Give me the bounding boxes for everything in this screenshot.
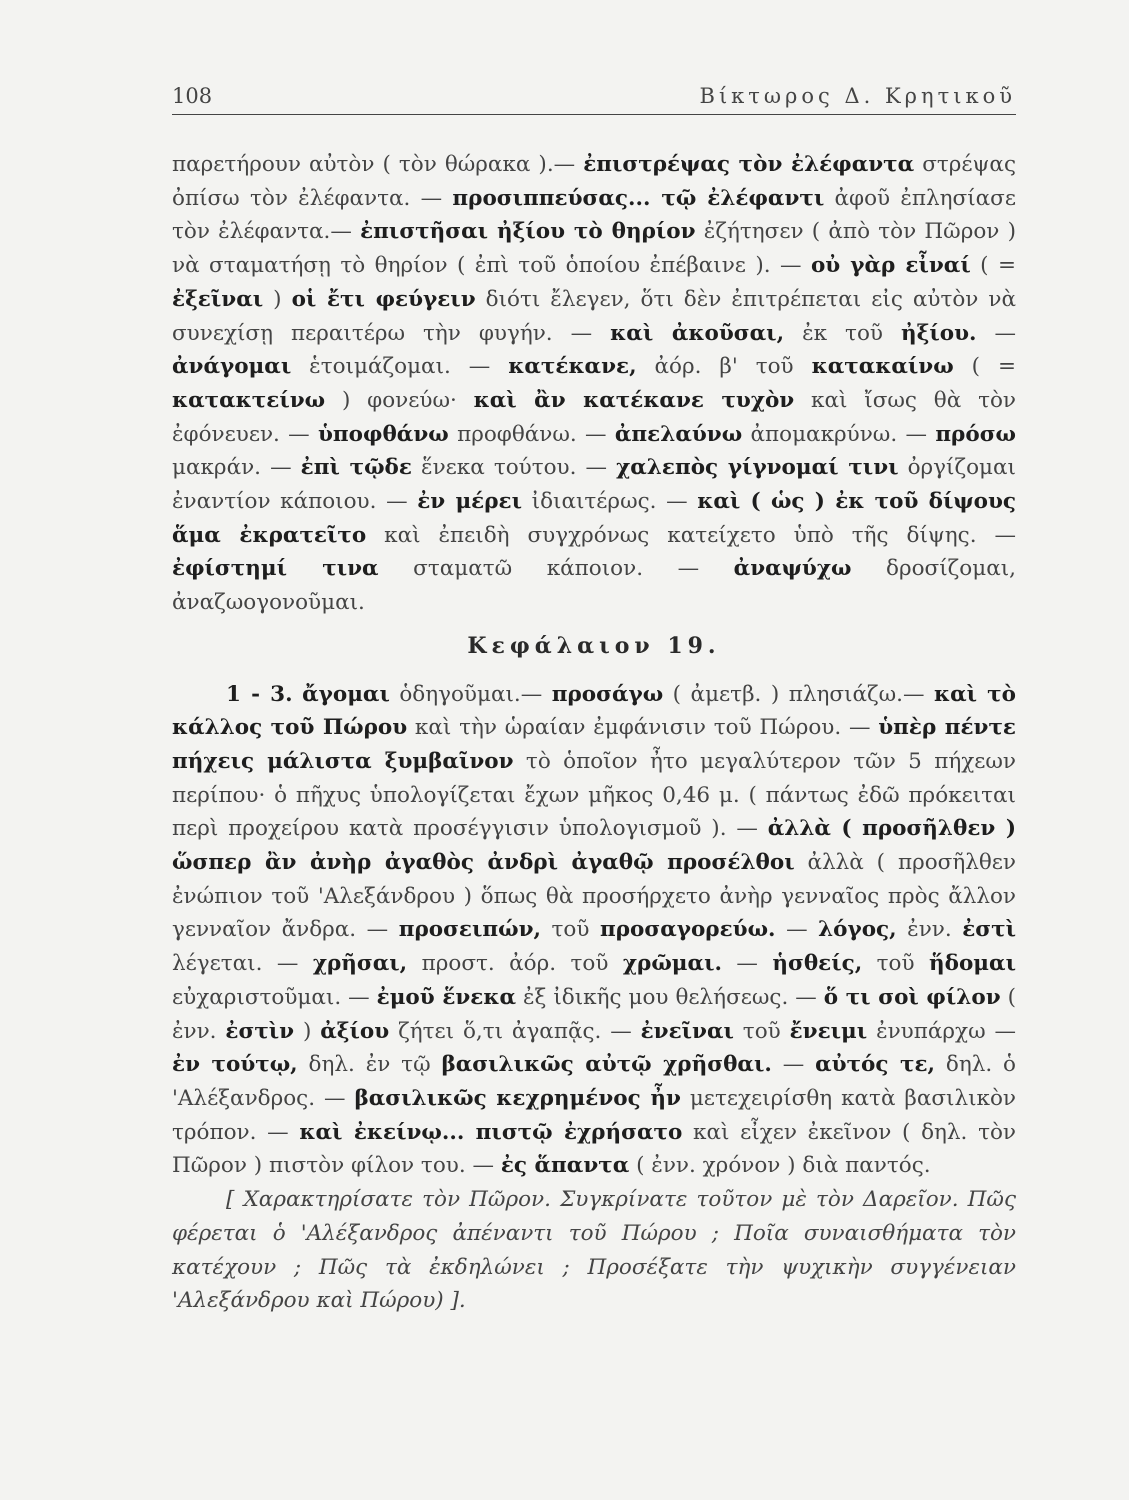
gloss-term: ἠξίου. xyxy=(900,320,977,346)
gloss-term: καὶ ἀκοῦσαι, xyxy=(610,320,785,346)
gloss-text: ὀργίζομαι ἐναντίον κάποιου. — xyxy=(172,455,1016,515)
gloss-term: ἀπελαύνω xyxy=(614,421,743,447)
gloss-term: ὅ τι σοὶ φίλον xyxy=(823,984,1001,1010)
gloss-text: καὶ ἐπειδὴ συγχρόνως κατείχετο ὑπὸ τῆς δίψης. — xyxy=(366,522,1016,548)
gloss-term: προσιππεύσας... τῷ ἐλέφαντι xyxy=(452,185,825,211)
gloss-term: ἐξεῖναι xyxy=(172,286,264,312)
gloss-term: λόγος, xyxy=(818,917,897,943)
gloss-term: ἡσθείς, xyxy=(772,951,863,977)
page-body xyxy=(172,148,1016,1318)
gloss-text: ἐκ τοῦ xyxy=(784,320,901,346)
gloss-term: ἐμοῦ ἕνεκα xyxy=(376,984,517,1010)
gloss-term: ἐς ἅπαντα xyxy=(500,1153,630,1179)
page-number: 108 xyxy=(172,84,213,108)
gloss-term: ἄγομαι xyxy=(302,681,390,707)
gloss-text: ( ἐνν. χρόνον ) διὰ παντός. xyxy=(629,1153,931,1179)
gloss-term: ἐστὶ xyxy=(962,917,1017,943)
running-title: Βίκτωρος Δ. Κρητικοῦ xyxy=(699,84,1016,108)
gloss-text: σταματῶ κάποιον. — xyxy=(378,556,734,582)
gloss-term: 1 - 3. xyxy=(226,681,293,707)
gloss-term: οὐ γὰρ εἶναί xyxy=(810,253,971,279)
paragraph-1 xyxy=(172,148,1016,620)
gloss-text: παρετήρουν αὐτὸν ( τὸν θώρακα ).— xyxy=(172,152,584,177)
gloss-term: αὐτός τε, xyxy=(815,1052,936,1078)
gloss-text: — xyxy=(775,917,819,943)
gloss-text: — xyxy=(721,951,773,977)
gloss-text: μετεχειρίσθη κατὰ βασιλικὸν τρόπον. — xyxy=(172,1085,1016,1145)
gloss-term: προσάγω xyxy=(551,681,664,707)
gloss-term: βασιλικῶς κεχρημένος ἦν xyxy=(354,1085,681,1111)
gloss-term: ἐφίστημί τινα xyxy=(172,556,379,582)
gloss-text: εὐχαριστοῦμαι. — xyxy=(172,984,377,1010)
gloss-text: ἀφοῦ ἐπλησίασε τὸν ἐλέφαντα.— xyxy=(172,185,1016,245)
gloss-term: καὶ ἂν κατέκανε τυχὸν xyxy=(473,387,795,413)
gloss-term: χαλεπὸς γίγνομαί τινι xyxy=(616,455,899,481)
gloss-text: ἕνεκα τούτου. — xyxy=(411,455,617,481)
gloss-term: κατακαίνω xyxy=(811,354,954,380)
exercise-note: [ Χαρακτηρίσατε τὸν Πῶρον. Συγκρίνατε τοῦτον μὲ τὸν Δαρεῖον. Πῶς φέρεται ὁ 'Αλέξανδρος ἀπέναντι τοῦ Πώρου ; Ποῖα συναισθήματα τὸν κατέχουν ; Πῶς τὰ ἐκδηλώνει ; Προσέξατε τὴν ψυχικὴν συγγένειαν 'Αλεξάνδρου καὶ Πώρου) ]. xyxy=(172,1187,1016,1314)
gloss-text: ἑτοιμάζομαι. — xyxy=(291,354,509,380)
gloss-text: — xyxy=(771,1052,816,1078)
gloss-term: προσαγορεύω. xyxy=(599,917,776,943)
gloss-text: λέγεται. — xyxy=(172,951,313,977)
gloss-text: ἐξ ἰδικῆς μου θελήσεως. — xyxy=(516,984,824,1010)
gloss-text: — xyxy=(976,320,1016,346)
paragraph-2 xyxy=(172,678,1016,1184)
gloss-text: ( = xyxy=(953,354,1017,380)
gloss-text: ἐνυπάρχω — xyxy=(867,1018,1016,1044)
gloss-term: ἐπιστρέψας τὸν ἐλέφαντα xyxy=(583,152,915,177)
gloss-term: κατακτείνω xyxy=(172,387,326,413)
gloss-text: τοῦ xyxy=(862,951,929,977)
gloss-text: ἀπομακρύνω. — xyxy=(742,421,936,447)
gloss-text: δηλ. ὁ 'Αλέξανδρος. — xyxy=(172,1052,1017,1111)
gloss-text: ἰδιαιτέρως. — xyxy=(522,489,698,515)
chapter-heading: Κεφάλαιον 19. xyxy=(467,632,721,659)
gloss-text: τοῦ xyxy=(541,917,600,943)
gloss-text: καὶ τὴν ὡραίαν ἐμφάνισιν τοῦ Πώρου. — xyxy=(407,715,879,741)
gloss-text: δηλ. ἐν τῷ xyxy=(297,1052,442,1078)
gloss-text: δροσίζομαι, ἀναζωογονοῦμαι. xyxy=(172,556,1017,616)
gloss-term: προσειπών, xyxy=(398,917,542,943)
gloss-term: καὶ ( ὡς ) ἐκ τοῦ δίψους ἅμα ἐκρατεῖτο xyxy=(172,489,1016,548)
gloss-text: καὶ ἴσως θὰ τὸν ἐφόνευεν. — xyxy=(172,387,1016,447)
gloss-term: ἀλλὰ ( προσῆλθεν ) ὥσπερ ἂν ἀνὴρ ἀγαθὸς ἀνδρὶ ἀγαθῷ προσέλθοι xyxy=(172,816,1016,876)
gloss-term: καὶ ἐκείνῳ... πιστῷ ἐχρήσατο xyxy=(299,1119,683,1145)
gloss-text: ἀλλὰ ( προσῆλθεν ἐνώπιον τοῦ 'Αλεξάνδρου ) ὅπως θὰ προσήρχετο ἀνὴρ γενναῖος πρὸς ἄλλον γενναῖον ἄνδρα. — xyxy=(172,850,1016,943)
gloss-term: βασιλικῶς αὐτῷ χρῆσθαι. xyxy=(441,1052,772,1078)
gloss-text: ἐνν. xyxy=(896,917,963,943)
gloss-text: τοῦ xyxy=(733,1018,790,1044)
gloss-text: ζήτει ὅ,τι ἀγαπᾷς. — xyxy=(389,1018,641,1044)
gloss-term: ἐπὶ τῷδε xyxy=(300,455,412,481)
gloss-term: χρῆσαι, xyxy=(312,951,408,977)
gloss-term: ἀξίου xyxy=(320,1018,390,1044)
gloss-text: διότι ἔλεγεν, ὅτι δὲν ἐπιτρέπεται εἰς αὐτὸν νὰ συνεχίσῃ περαιτέρω τὴν φυγήν. — xyxy=(172,286,1016,346)
gloss-term: ἔνειμι xyxy=(789,1018,868,1044)
gloss-text: ( = xyxy=(970,253,1016,279)
gloss-term: ἀναψύχω xyxy=(733,556,852,582)
gloss-term: ἀνάγομαι xyxy=(172,354,292,380)
gloss-term: χρῶμαι. xyxy=(622,951,722,977)
gloss-text: προστ. ἀόρ. τοῦ xyxy=(407,951,623,977)
gloss-text: μακράν. — xyxy=(172,455,301,481)
gloss-text: ( ἀμετβ. ) πλησιάζω.— xyxy=(663,681,934,707)
gloss-text: στρέψας ὀπίσω τὸν ἐλέφαντα. — xyxy=(172,152,1016,211)
gloss-text: τὸ ὁποῖον ἦτο μεγαλύτερον τῶν 5 πήχεων περίπου· ὁ πῆχυς ὑπολογίζεται ἔχων μῆκος 0,46 μ. ( πάντως ἐδῶ πρόκειται περὶ προχείρου κατὰ προσέγγισιν ὑπολογισμοῦ ). — xyxy=(172,748,1016,842)
gloss-text: ἐζήτησεν ( ἀπὸ τὸν Πῶρον ) νὰ σταματήσῃ τὸ θηρίον ( ἐπὶ τοῦ ὁποίου ἐπέβαινε ). — xyxy=(172,219,1016,279)
gloss-term: ἐν μέρει xyxy=(417,489,523,515)
gloss-term: ὑποφθάνω xyxy=(318,421,449,447)
gloss-text: ὁδηγοῦμαι.— xyxy=(389,681,552,707)
gloss-term: ἐνεῖναι xyxy=(640,1018,734,1044)
gloss-text: ( ἐνν. xyxy=(172,984,1016,1044)
gloss-text: ) φονεύω· xyxy=(325,387,474,413)
gloss-term: κατέκανε, xyxy=(508,354,637,380)
gloss-text: προφθάνω. — xyxy=(448,421,615,447)
gloss-term: καὶ τὸ κάλλος τοῦ Πώρου xyxy=(172,681,1016,741)
gloss-term: ὑπὲρ πέντε πήχεις μάλιστα ξυμβαῖνον xyxy=(172,715,1016,774)
gloss-term: πρόσω xyxy=(935,421,1017,447)
gloss-text: ) xyxy=(294,1018,321,1044)
gloss-text xyxy=(293,682,303,707)
gloss-term: ἐπιστῆσαι ἠξίου τὸ θηρίον xyxy=(360,219,696,245)
gloss-term: ἐστὶν xyxy=(225,1018,295,1044)
gloss-term: ἐν τούτῳ, xyxy=(172,1052,298,1078)
gloss-term: ἥδομαι xyxy=(929,951,1016,977)
gloss-term: οἱ ἔτι φεύγειν xyxy=(291,286,476,312)
gloss-text: ἀόρ. β' τοῦ xyxy=(636,354,812,380)
gloss-text: ) xyxy=(263,286,292,312)
page-header xyxy=(172,84,1016,115)
gloss-text: καὶ εἶχεν ἐκεῖνον ( δηλ. τὸν Πῶρον ) πιστὸν φίλον του. — xyxy=(172,1119,1017,1179)
